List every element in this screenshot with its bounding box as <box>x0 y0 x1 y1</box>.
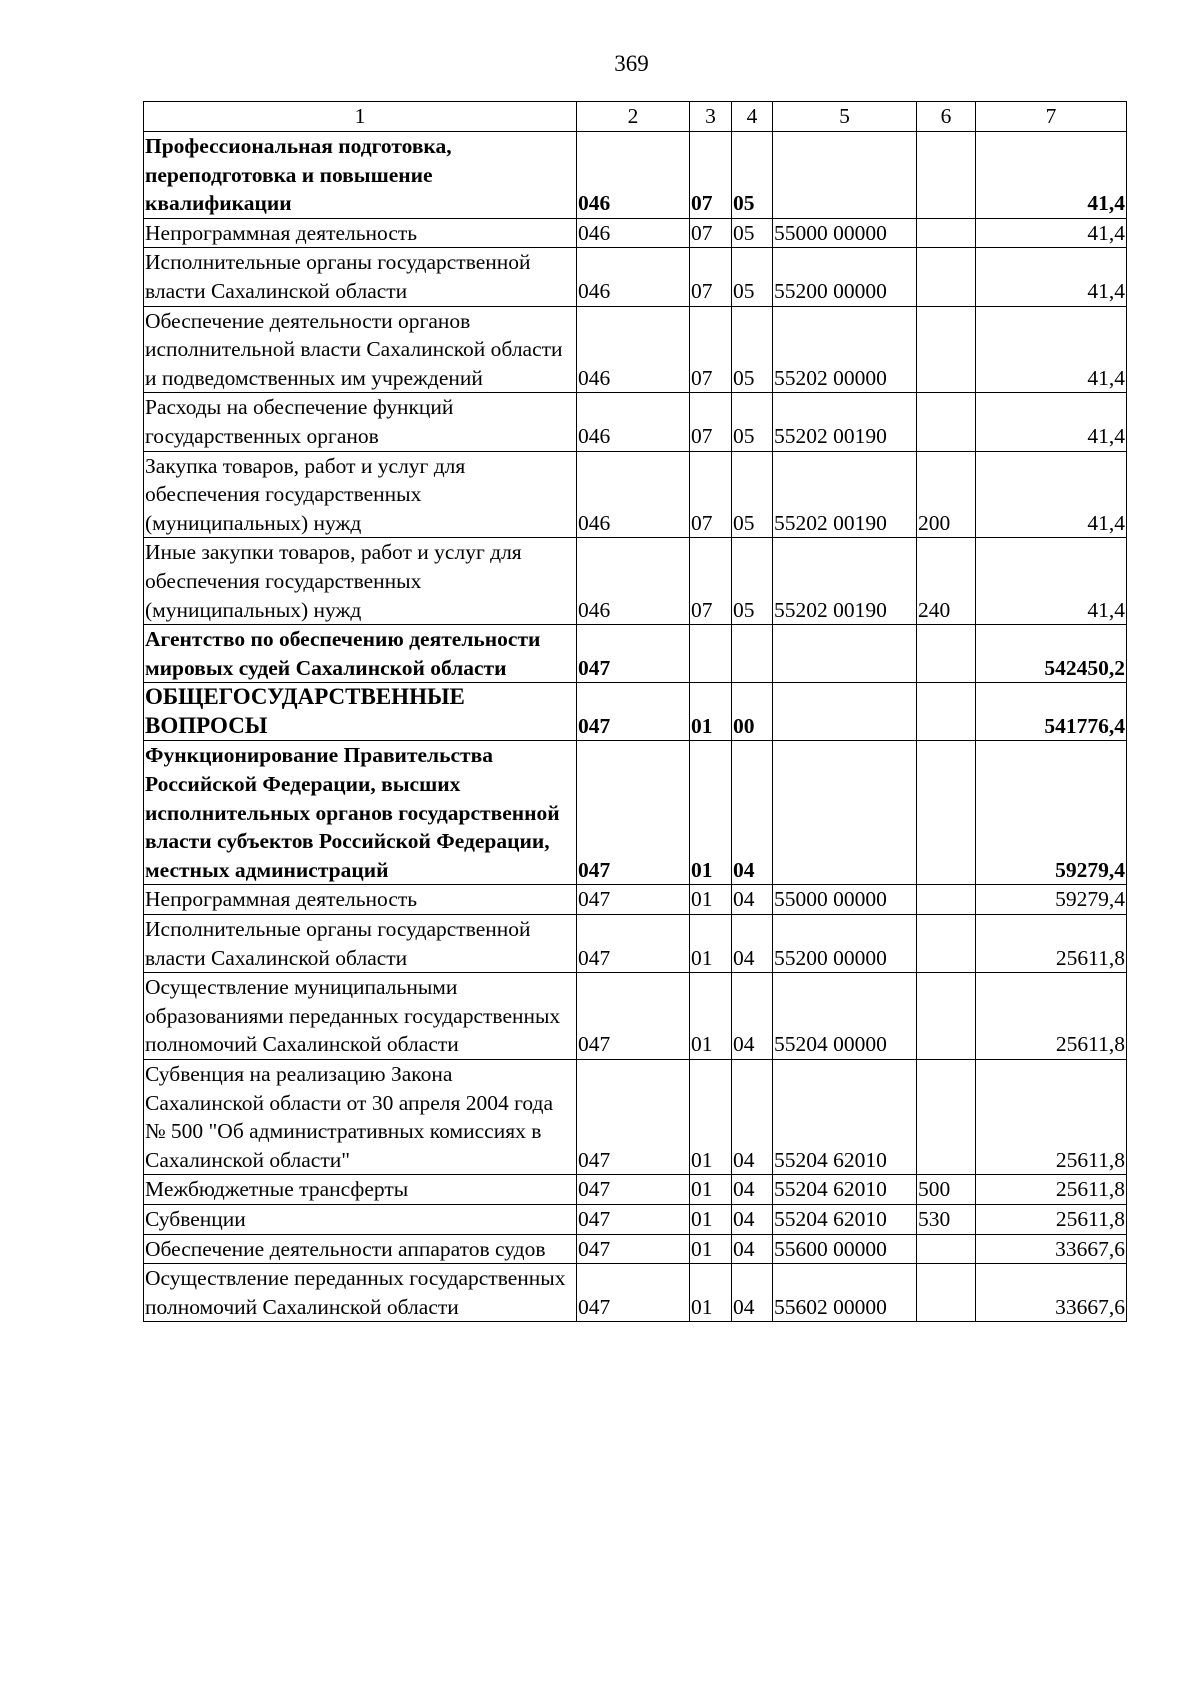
header-cell-vr: 6 <box>917 102 976 132</box>
row-pr-cell: 05 <box>732 132 773 219</box>
table-row <box>144 1175 1127 1205</box>
row-rz-cell <box>690 625 732 683</box>
row-rz-cell: 01 <box>690 973 732 1060</box>
row-csr-cell: 55200 00000 <box>773 915 917 973</box>
table-row <box>144 451 1127 538</box>
row-ved-cell: 047 <box>577 915 690 973</box>
row-name-cell: Обеспечение деятельности органов исполнительной власти Сахалинской области и подведомственных им учреждений <box>144 306 577 393</box>
row-vr-cell <box>917 741 976 885</box>
row-sum-cell: 41,4 <box>976 306 1127 393</box>
header-cell-pr: 4 <box>732 102 773 132</box>
row-rz-cell: 01 <box>690 1264 732 1322</box>
row-name-cell: Обеспечение деятельности аппаратов судов <box>144 1234 577 1264</box>
row-pr-cell: 05 <box>732 248 773 306</box>
row-vr-cell <box>917 973 976 1060</box>
row-sum-cell: 41,4 <box>976 218 1127 248</box>
row-ved-cell: 047 <box>577 625 690 683</box>
row-ved-cell: 047 <box>577 683 690 741</box>
row-rz-cell: 01 <box>690 885 732 915</box>
row-ved-cell: 047 <box>577 1060 690 1175</box>
row-sum-cell: 25611,8 <box>976 973 1127 1060</box>
row-ved-cell: 047 <box>577 1204 690 1234</box>
row-ved-cell: 046 <box>577 132 690 219</box>
row-name-cell: Непрограммная деятельность <box>144 885 577 915</box>
row-sum-cell: 33667,6 <box>976 1264 1127 1322</box>
row-vr-cell <box>917 132 976 219</box>
row-vr-cell <box>917 248 976 306</box>
header-cell-name: 1 <box>144 102 577 132</box>
row-ved-cell: 047 <box>577 973 690 1060</box>
row-csr-cell: 55000 00000 <box>773 218 917 248</box>
row-ved-cell: 047 <box>577 1234 690 1264</box>
row-csr-cell: 55204 62010 <box>773 1060 917 1175</box>
row-sum-cell: 25611,8 <box>976 1204 1127 1234</box>
row-rz-cell: 01 <box>690 1234 732 1264</box>
row-ved-cell: 047 <box>577 1264 690 1322</box>
row-pr-cell: 05 <box>732 306 773 393</box>
row-csr-cell: 55204 62010 <box>773 1175 917 1205</box>
row-sum-cell: 25611,8 <box>976 915 1127 973</box>
table-row <box>144 915 1127 973</box>
row-sum-cell: 33667,6 <box>976 1234 1127 1264</box>
row-sum-cell: 59279,4 <box>976 741 1127 885</box>
row-csr-cell: 55600 00000 <box>773 1234 917 1264</box>
row-name-cell: Осуществление муниципальными образованиями переданных государственных полномочий Сахалинской области <box>144 973 577 1060</box>
row-ved-cell: 046 <box>577 451 690 538</box>
row-csr-cell: 55202 00190 <box>773 538 917 625</box>
row-sum-cell: 41,4 <box>976 451 1127 538</box>
row-vr-cell <box>917 683 976 741</box>
row-sum-cell: 59279,4 <box>976 885 1127 915</box>
table-header-row <box>144 102 1127 132</box>
row-pr-cell: 04 <box>732 915 773 973</box>
row-name-cell: Субвенции <box>144 1204 577 1234</box>
row-ved-cell: 046 <box>577 218 690 248</box>
table-row <box>144 741 1127 885</box>
table-row <box>144 885 1127 915</box>
header-cell-ved: 2 <box>577 102 690 132</box>
row-pr-cell: 04 <box>732 885 773 915</box>
row-sum-cell: 41,4 <box>976 393 1127 451</box>
row-rz-cell: 01 <box>690 1175 732 1205</box>
row-csr-cell: 55202 00000 <box>773 306 917 393</box>
row-vr-cell <box>917 625 976 683</box>
row-rz-cell: 01 <box>690 741 732 885</box>
table-row <box>144 393 1127 451</box>
row-rz-cell: 07 <box>690 248 732 306</box>
row-rz-cell: 07 <box>690 451 732 538</box>
row-vr-cell: 200 <box>917 451 976 538</box>
row-sum-cell: 541776,4 <box>976 683 1127 741</box>
row-name-cell: Профессиональная подготовка, переподготовка и повышение квалификации <box>144 132 577 219</box>
row-rz-cell: 01 <box>690 683 732 741</box>
table-row <box>144 1264 1127 1322</box>
row-csr-cell <box>773 683 917 741</box>
row-name-cell: Осуществление переданных государственных полномочий Сахалинской области <box>144 1264 577 1322</box>
header-cell-sum: 7 <box>976 102 1127 132</box>
row-vr-cell <box>917 915 976 973</box>
row-vr-cell <box>917 1060 976 1175</box>
row-csr-cell: 55204 62010 <box>773 1204 917 1234</box>
row-csr-cell: 55202 00190 <box>773 393 917 451</box>
header-cell-rz: 3 <box>690 102 732 132</box>
row-ved-cell: 046 <box>577 393 690 451</box>
row-ved-cell: 046 <box>577 538 690 625</box>
budget-table-body <box>144 102 1127 1322</box>
row-pr-cell: 05 <box>732 393 773 451</box>
row-pr-cell: 04 <box>732 973 773 1060</box>
row-vr-cell <box>917 393 976 451</box>
row-rz-cell: 01 <box>690 1060 732 1175</box>
row-pr-cell: 04 <box>732 741 773 885</box>
row-name-cell: ОБЩЕГОСУДАРСТВЕННЫЕ ВОПРОСЫ <box>144 683 577 741</box>
row-vr-cell: 530 <box>917 1204 976 1234</box>
row-sum-cell: 542450,2 <box>976 625 1127 683</box>
row-csr-cell: 55200 00000 <box>773 248 917 306</box>
row-vr-cell: 240 <box>917 538 976 625</box>
row-pr-cell: 04 <box>732 1060 773 1175</box>
row-pr-cell: 05 <box>732 538 773 625</box>
row-pr-cell: 04 <box>732 1204 773 1234</box>
row-vr-cell <box>917 885 976 915</box>
row-rz-cell: 07 <box>690 393 732 451</box>
row-ved-cell: 047 <box>577 1175 690 1205</box>
row-vr-cell <box>917 218 976 248</box>
row-rz-cell: 07 <box>690 132 732 219</box>
table-row <box>144 1060 1127 1175</box>
table-row <box>144 538 1127 625</box>
table-row <box>144 1204 1127 1234</box>
row-name-cell: Исполнительные органы государственной власти Сахалинской области <box>144 915 577 973</box>
row-name-cell: Исполнительные органы государственной власти Сахалинской области <box>144 248 577 306</box>
row-pr-cell: 05 <box>732 451 773 538</box>
row-rz-cell: 07 <box>690 218 732 248</box>
row-name-cell: Закупка товаров, работ и услуг для обеспечения государственных (муниципальных) нужд <box>144 451 577 538</box>
table-row <box>144 248 1127 306</box>
row-name-cell: Субвенция на реализацию Закона Сахалинской области от 30 апреля 2004 года № 500 "Об административных комиссиях в Сахалинской области" <box>144 1060 577 1175</box>
table-row <box>144 218 1127 248</box>
row-name-cell: Непрограммная деятельность <box>144 218 577 248</box>
table-row <box>144 1234 1127 1264</box>
row-csr-cell <box>773 132 917 219</box>
row-vr-cell: 500 <box>917 1175 976 1205</box>
row-csr-cell <box>773 741 917 885</box>
row-rz-cell: 07 <box>690 538 732 625</box>
table-row <box>144 132 1127 219</box>
row-vr-cell <box>917 306 976 393</box>
row-rz-cell: 07 <box>690 306 732 393</box>
row-ved-cell: 047 <box>577 741 690 885</box>
row-pr-cell: 04 <box>732 1264 773 1322</box>
row-vr-cell <box>917 1264 976 1322</box>
row-sum-cell: 25611,8 <box>976 1060 1127 1175</box>
row-csr-cell: 55602 00000 <box>773 1264 917 1322</box>
row-vr-cell <box>917 1234 976 1264</box>
row-name-cell: Межбюджетные трансферты <box>144 1175 577 1205</box>
table-row <box>144 306 1127 393</box>
row-pr-cell: 04 <box>732 1234 773 1264</box>
page-number: 369 <box>614 51 649 76</box>
table-row <box>144 683 1127 741</box>
row-name-cell: Расходы на обеспечение функций государственных органов <box>144 393 577 451</box>
table-row <box>144 973 1127 1060</box>
row-csr-cell: 55202 00190 <box>773 451 917 538</box>
row-rz-cell: 01 <box>690 915 732 973</box>
row-sum-cell: 41,4 <box>976 538 1127 625</box>
row-sum-cell: 41,4 <box>976 132 1127 219</box>
row-ved-cell: 047 <box>577 885 690 915</box>
row-pr-cell: 04 <box>732 1175 773 1205</box>
row-name-cell: Агентство по обеспечению деятельности мировых судей Сахалинской области <box>144 625 577 683</box>
row-sum-cell: 25611,8 <box>976 1175 1127 1205</box>
row-pr-cell: 05 <box>732 218 773 248</box>
table-row <box>144 625 1127 683</box>
row-sum-cell: 41,4 <box>976 248 1127 306</box>
budget-table <box>143 101 1127 1322</box>
row-ved-cell: 046 <box>577 306 690 393</box>
row-name-cell: Иные закупки товаров, работ и услуг для обеспечения государственных (муниципальных) нужд <box>144 538 577 625</box>
row-ved-cell: 046 <box>577 248 690 306</box>
row-csr-cell: 55000 00000 <box>773 885 917 915</box>
row-pr-cell: 00 <box>732 683 773 741</box>
row-csr-cell: 55204 00000 <box>773 973 917 1060</box>
header-cell-csr: 5 <box>773 102 917 132</box>
row-csr-cell <box>773 625 917 683</box>
row-pr-cell <box>732 625 773 683</box>
row-rz-cell: 01 <box>690 1204 732 1234</box>
row-name-cell: Функционирование Правительства Российской Федерации, высших исполнительных органов государственной власти субъектов Российской Федерации, местных администраций <box>144 741 577 885</box>
